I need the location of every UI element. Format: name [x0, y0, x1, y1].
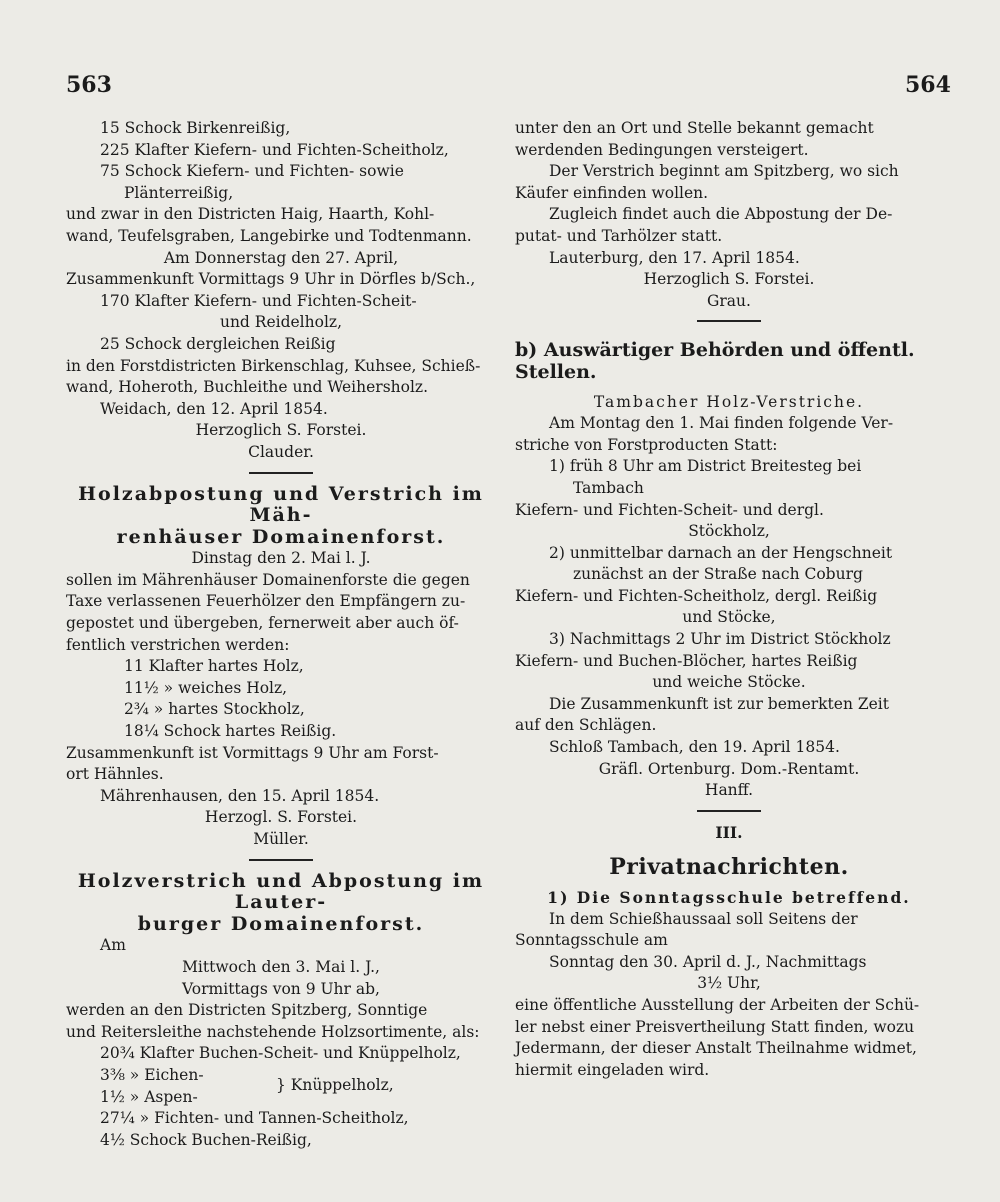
list-item: Stöckholz, [688, 522, 770, 541]
text-line: eine öffentliche Ausstellung der Arbeiten der Schü- [515, 995, 920, 1014]
text-line: Taxe verlassenen Feuerhölzer den Empfängern zu- [66, 592, 466, 611]
list-item: und weiche Stöcke. [652, 673, 806, 692]
text-line: 25 Schock dergleichen Reißig [100, 334, 336, 353]
list-item: 4½ Schock Buchen-Reißig, [100, 1130, 312, 1149]
text-line: Herzogl. S. Forstei. [204, 808, 358, 827]
list-item: 18¼ Schock hartes Reißig. [124, 722, 337, 741]
section-number: III. [715, 822, 743, 842]
text-line: werden an den Districten Spitzberg, Sonntige [66, 1001, 428, 1020]
text-line: Die Zusammenkunft ist zur bemerkten Zeit [549, 694, 889, 713]
text-line: Lauterburg, den 17. April 1854. [549, 248, 800, 267]
text-line: Mährenhausen, den 15. April 1854. [100, 786, 380, 805]
text-line: Schloß Tambach, den 19. April 1854. [549, 738, 840, 757]
text-line: 15 Schock Birkenreißig, [100, 119, 291, 137]
text-line: Plänterreißig, [124, 183, 234, 202]
text-line: in den Forstdistricten Birkenschlag, Kuhsee, Schieß- [66, 356, 481, 375]
text-line: ort Hähnles. [66, 765, 164, 784]
text-line: Vormittags von 9 Uhr ab, [182, 979, 380, 998]
text-line: Sonntag den 30. April d. J., Nachmittags [549, 952, 867, 971]
text-line: gepostet und übergeben, fernerweit aber auch öf- [66, 614, 459, 633]
list-item: 27¼ » Fichten- und Tannen-Scheitholz, [100, 1108, 409, 1127]
list-item: 3⅜ » Eichen- [100, 1065, 204, 1084]
text-line: werdenden Bedingungen versteigert. [515, 140, 809, 159]
text-line: Zusammenkunft Vormittags 9 Uhr in Dörfles b/Sch., [66, 270, 476, 289]
text-line: und zwar in den Districten Haig, Haarth, Kohl- [66, 205, 435, 224]
list-item: 3) Nachmittags 2 Uhr im District Stöckholz [549, 630, 891, 649]
section-heading: b) Auswärtiger Behörden und öffentl. Stellen. [515, 339, 915, 383]
list-item: 1½ » Aspen- [100, 1087, 198, 1106]
divider [697, 320, 761, 322]
text-line: Zugleich findet auch die Abpostung der De- [549, 205, 893, 224]
list-item: Tambach [573, 478, 644, 497]
list-item: 20¾ Klafter Buchen-Scheit- und Knüppelholz, [100, 1044, 461, 1063]
list-item: Kiefern- und Fichten-Scheit- und dergl. [515, 500, 824, 519]
signature: Hanff. [704, 781, 754, 800]
page-number-right: 564 [905, 72, 951, 98]
text-line: Zusammenkunft ist Vormittags 9 Uhr am Forst- [66, 743, 439, 762]
text-line: Der Verstrich beginnt am Spitzberg, wo sich [549, 162, 899, 181]
list-item: 11½ » weiches Holz, [124, 678, 288, 697]
text-line: Herzoglich S. Forstei. [195, 421, 367, 440]
signature: Grau. [707, 291, 751, 310]
text-line: Jedermann, der dieser Anstalt Theilnahme widmet, [515, 1039, 917, 1058]
signature: Müller. [253, 830, 309, 848]
text-line: Dinstag den 2. Mai l. J. [191, 549, 371, 568]
text-line: In dem Schießhaussaal soll Seitens der [549, 909, 858, 928]
list-item: Kiefern- und Buchen-Blöcher, hartes Reißig [515, 651, 858, 670]
text-line: und Reidelholz, [219, 313, 343, 332]
signature: Clauder. [248, 442, 314, 461]
text-line: fentlich verstrichen werden: [66, 635, 290, 654]
section-heading: renhäuser Domainenforst. [116, 525, 446, 548]
list-item: 2) unmittelbar darnach an der Hengschneit [549, 543, 893, 562]
text-line: Am Montag den 1. Mai finden folgende Ver- [549, 414, 894, 433]
divider [249, 859, 313, 861]
text-line: auf den Schlägen. [515, 716, 657, 735]
subsection-heading: Tambacher Holz-Verstriche. [593, 392, 865, 411]
list-item: 1) früh 8 Uhr am District Breitesteg bei [549, 457, 862, 476]
text-line: 225 Klafter Kiefern- und Fichten-Scheitholz, [100, 140, 449, 159]
section-heading: Holzverstrich und Abpostung im Lauter- [77, 869, 485, 914]
text-line: Gräfl. Ortenburg. Dom.-Rentamt. [598, 759, 860, 778]
left-column [66, 118, 496, 1151]
text-line: 170 Klafter Kiefern- und Fichten-Scheit- [100, 291, 417, 310]
text-line: Sonntagsschule am [515, 931, 668, 950]
right-column [515, 118, 943, 1081]
brace-group [66, 1065, 496, 1108]
section-heading: Holzabpostung und Verstrich im Mäh- [78, 482, 484, 527]
subsection-heading: 1) Die Sonntagsschule betreffend. [547, 888, 911, 907]
text-line: hiermit eingeladen wird. [515, 1060, 710, 1079]
list-item: 2¾ » hartes Stockholz, [124, 700, 305, 719]
list-item: 11 Klafter hartes Holz, [124, 657, 304, 676]
text-line: 75 Schock Kiefern- und Fichten- sowie [100, 162, 404, 181]
text-line: Weidach, den 12. April 1854. [100, 399, 328, 418]
text-line: sollen im Mährenhäuser Domainenforste die gegen [66, 570, 470, 589]
text-line: und Reitersleithe nachstehende Holzsortimente, als: [66, 1022, 480, 1041]
text-line: Herzoglich S. Forstei. [643, 270, 815, 289]
text-line: putat- und Tarhölzer statt. [515, 226, 723, 245]
list-item: und Stöcke, [682, 608, 776, 627]
text-line: 3½ Uhr, [697, 974, 761, 993]
brace-label: } Knüppelholz, [276, 1075, 394, 1094]
divider [249, 472, 313, 474]
list-item: Kiefern- und Fichten-Scheitholz, dergl. Reißig [515, 586, 878, 605]
page-number-left: 563 [66, 72, 112, 98]
section-heading: burger Domainenforst. [137, 912, 425, 935]
section-heading: Privatnachrichten. [609, 854, 849, 881]
text-line: ler nebst einer Preisvertheilung Statt finden, wozu [515, 1017, 915, 1036]
text-line: Mittwoch den 3. Mai l. J., [182, 957, 380, 976]
text-line: Käufer einfinden wollen. [515, 183, 709, 202]
list-item: zunächst an der Straße nach Coburg [573, 565, 863, 584]
divider [697, 810, 761, 812]
text-line: unter den an Ort und Stelle bekannt gemacht [515, 119, 874, 137]
text-line: Am [100, 936, 126, 955]
text-line: wand, Teufelsgraben, Langebirke und Todtenmann. [66, 226, 472, 245]
text-line: striche von Forstproducten Statt: [515, 435, 778, 454]
text-line: Am Donnerstag den 27. April, [163, 248, 399, 267]
text-line: wand, Hoheroth, Buchleithe und Weihersholz. [66, 378, 429, 397]
